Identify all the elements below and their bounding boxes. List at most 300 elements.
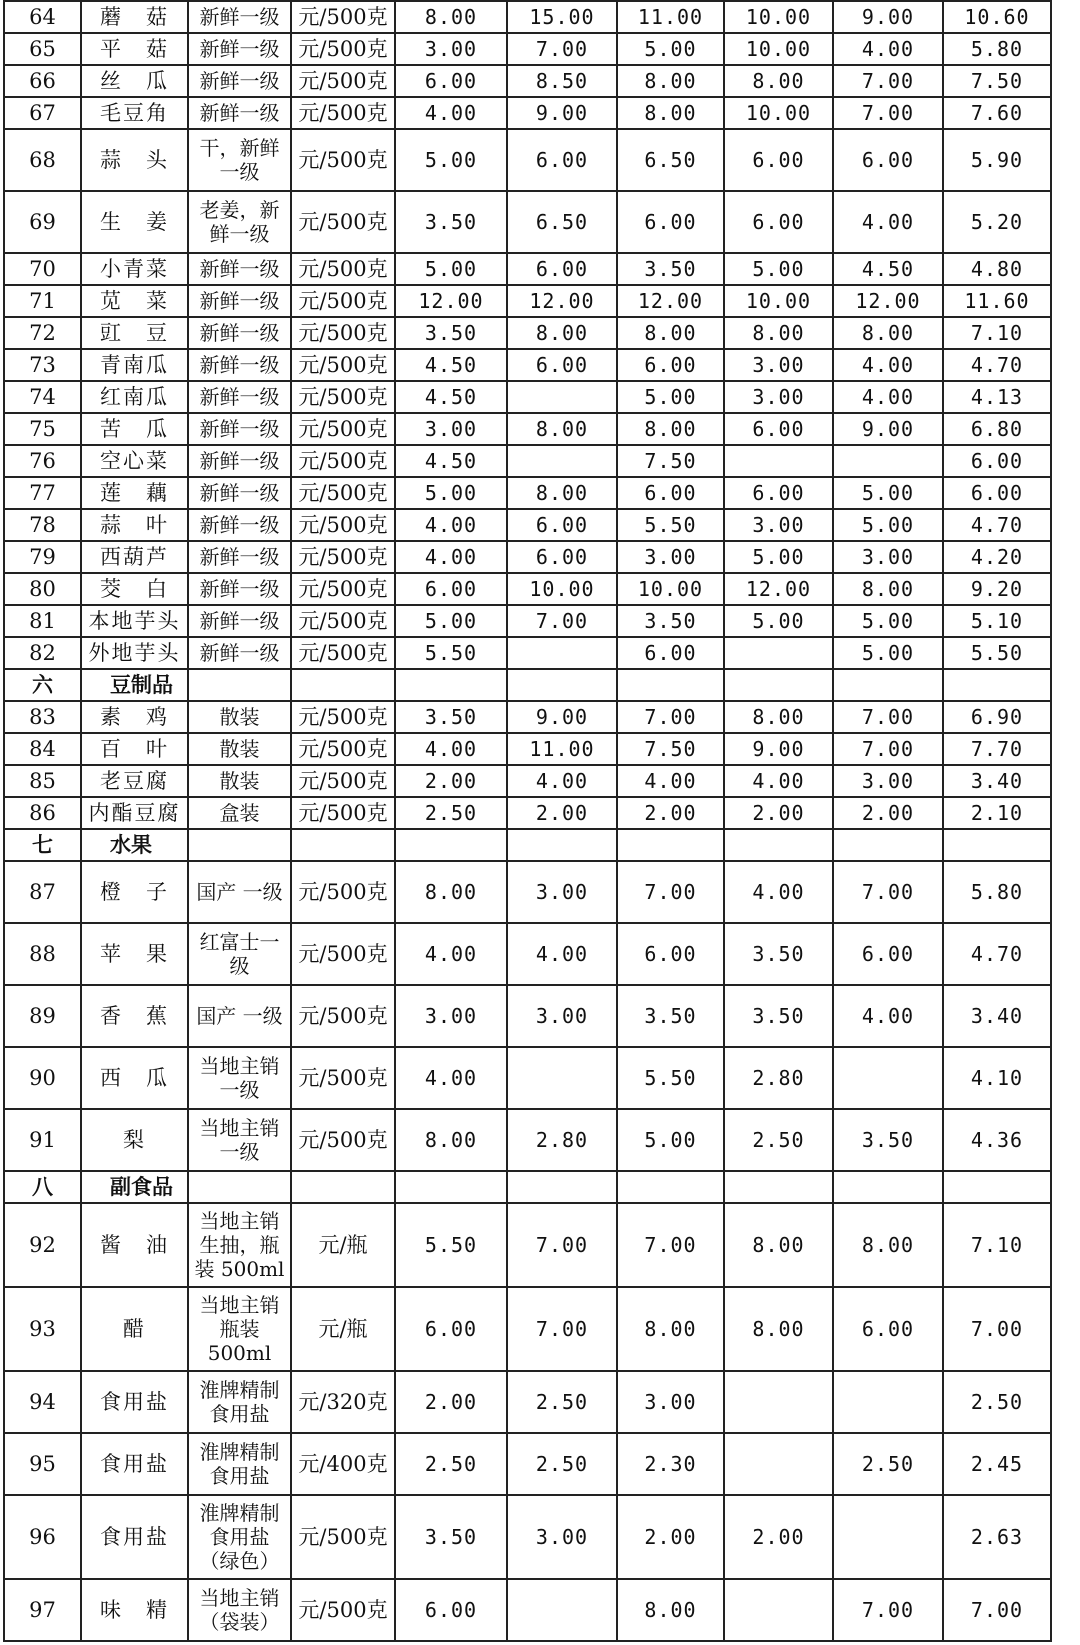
- price-2-cell: 11.00: [507, 733, 617, 765]
- unit-cell: 元/500克: [291, 317, 395, 349]
- item-number-cell: 90: [4, 1047, 81, 1109]
- price-4-cell: 8.00: [724, 317, 833, 349]
- price-4-cell: 10.00: [724, 285, 833, 317]
- price-5-cell: 3.00: [833, 541, 943, 573]
- price-4-cell: 6.00: [724, 191, 833, 253]
- price-4-cell: 2.00: [724, 797, 833, 829]
- price-5-cell: 5.00: [833, 637, 943, 669]
- price-2-cell: [507, 1047, 617, 1109]
- price-3-cell: 6.00: [617, 477, 724, 509]
- price-2-cell: 7.00: [507, 1287, 617, 1371]
- item-number-cell: 72: [4, 317, 81, 349]
- price-5-cell: 6.00: [833, 923, 943, 985]
- empty-cell: [617, 829, 724, 861]
- price-3-cell: 10.00: [617, 573, 724, 605]
- price-4-cell: 8.00: [724, 1203, 833, 1287]
- unit-cell: 元/500克: [291, 1047, 395, 1109]
- spec-cell: 新鲜一级: [188, 253, 291, 285]
- average-price-cell: 4.70: [943, 509, 1051, 541]
- price-1-cell: 5.50: [395, 1203, 507, 1287]
- item-number-cell: 80: [4, 573, 81, 605]
- unit-cell: 元/500克: [291, 349, 395, 381]
- empty-cell: [291, 829, 395, 861]
- table-row: [4, 1203, 1051, 1287]
- spec-cell: 老姜，新鲜一级: [188, 191, 291, 253]
- price-1-cell: 2.00: [395, 1371, 507, 1433]
- unit-cell: 元/500克: [291, 445, 395, 477]
- item-name-cell: 青南瓜: [81, 349, 188, 381]
- unit-cell: 元/500克: [291, 129, 395, 191]
- empty-cell: [833, 669, 943, 701]
- price-5-cell: 6.00: [833, 1287, 943, 1371]
- price-2-cell: [507, 637, 617, 669]
- item-name-cell: 红南瓜: [81, 381, 188, 413]
- price-4-cell: 12.00: [724, 573, 833, 605]
- price-4-cell: 4.00: [724, 765, 833, 797]
- price-5-cell: 4.00: [833, 985, 943, 1047]
- price-1-cell: 4.00: [395, 97, 507, 129]
- table-row: [4, 97, 1051, 129]
- price-2-cell: 15.00: [507, 1, 617, 33]
- item-number-cell: 77: [4, 477, 81, 509]
- item-number-cell: 84: [4, 733, 81, 765]
- item-name-cell: 老豆腐: [81, 765, 188, 797]
- item-number-cell: 71: [4, 285, 81, 317]
- price-3-cell: 2.30: [617, 1433, 724, 1495]
- empty-cell: [507, 1171, 617, 1203]
- price-2-cell: 12.00: [507, 285, 617, 317]
- price-5-cell: [833, 1047, 943, 1109]
- price-4-cell: [724, 1371, 833, 1433]
- unit-cell: 元/500克: [291, 285, 395, 317]
- price-1-cell: 4.50: [395, 349, 507, 381]
- table-row: [4, 413, 1051, 445]
- price-4-cell: 10.00: [724, 97, 833, 129]
- price-4-cell: 3.50: [724, 923, 833, 985]
- price-5-cell: 4.00: [833, 33, 943, 65]
- price-3-cell: 2.00: [617, 1495, 724, 1579]
- price-5-cell: 7.00: [833, 861, 943, 923]
- price-1-cell: 4.00: [395, 733, 507, 765]
- average-price-cell: 7.50: [943, 65, 1051, 97]
- average-price-cell: 7.70: [943, 733, 1051, 765]
- price-1-cell: 3.00: [395, 413, 507, 445]
- empty-cell: [507, 829, 617, 861]
- price-2-cell: [507, 381, 617, 413]
- item-name-cell: 橙 子: [81, 861, 188, 923]
- unit-cell: 元/500克: [291, 861, 395, 923]
- empty-cell: [617, 1171, 724, 1203]
- unit-cell: 元/瓶: [291, 1203, 395, 1287]
- empty-cell: [724, 1171, 833, 1203]
- table-row: [4, 65, 1051, 97]
- price-5-cell: [833, 1495, 943, 1579]
- price-1-cell: 5.50: [395, 637, 507, 669]
- average-price-cell: 2.10: [943, 797, 1051, 829]
- price-5-cell: 8.00: [833, 573, 943, 605]
- table-row: [4, 349, 1051, 381]
- table-row: [4, 637, 1051, 669]
- price-1-cell: 2.00: [395, 765, 507, 797]
- table-row: [4, 1579, 1051, 1641]
- price-1-cell: 2.50: [395, 1433, 507, 1495]
- price-1-cell: 5.00: [395, 605, 507, 637]
- price-3-cell: 8.00: [617, 97, 724, 129]
- price-1-cell: 5.00: [395, 129, 507, 191]
- price-3-cell: 3.50: [617, 253, 724, 285]
- empty-cell: [395, 1171, 507, 1203]
- spec-cell: 淮牌精制食用盐: [188, 1433, 291, 1495]
- price-5-cell: 8.00: [833, 1203, 943, 1287]
- spec-cell: 新鲜一级: [188, 33, 291, 65]
- item-name-cell: 生 姜: [81, 191, 188, 253]
- item-number-cell: 81: [4, 605, 81, 637]
- average-price-cell: 7.00: [943, 1579, 1051, 1641]
- table-row: [4, 985, 1051, 1047]
- average-price-cell: 5.20: [943, 191, 1051, 253]
- unit-cell: 元/500克: [291, 541, 395, 573]
- price-4-cell: 8.00: [724, 701, 833, 733]
- price-4-cell: 6.00: [724, 413, 833, 445]
- average-price-cell: 7.60: [943, 97, 1051, 129]
- average-price-cell: 4.10: [943, 1047, 1051, 1109]
- price-1-cell: 6.00: [395, 65, 507, 97]
- empty-cell: [291, 669, 395, 701]
- price-5-cell: 7.00: [833, 97, 943, 129]
- item-name-cell: 苦 瓜: [81, 413, 188, 445]
- price-5-cell: 4.00: [833, 191, 943, 253]
- average-price-cell: 5.50: [943, 637, 1051, 669]
- unit-cell: 元/500克: [291, 1, 395, 33]
- price-2-cell: 4.00: [507, 923, 617, 985]
- price-5-cell: 5.00: [833, 509, 943, 541]
- item-number-cell: 97: [4, 1579, 81, 1641]
- average-price-cell: 3.40: [943, 765, 1051, 797]
- price-4-cell: 10.00: [724, 33, 833, 65]
- item-number-cell: 64: [4, 1, 81, 33]
- spec-cell: 新鲜一级: [188, 477, 291, 509]
- table-row: [4, 1433, 1051, 1495]
- category-number: 七: [4, 829, 81, 861]
- item-number-cell: 74: [4, 381, 81, 413]
- price-4-cell: 5.00: [724, 605, 833, 637]
- price-4-cell: 5.00: [724, 541, 833, 573]
- spec-cell: 当地主销一级: [188, 1047, 291, 1109]
- item-name-cell: 蒜 叶: [81, 509, 188, 541]
- price-2-cell: 2.50: [507, 1433, 617, 1495]
- category-number: 八: [4, 1171, 81, 1203]
- spec-cell: 新鲜一级: [188, 637, 291, 669]
- table-row: [4, 285, 1051, 317]
- empty-cell: [943, 669, 1051, 701]
- spec-cell: 新鲜一级: [188, 573, 291, 605]
- price-3-cell: 2.00: [617, 797, 724, 829]
- item-number-cell: 78: [4, 509, 81, 541]
- item-number-cell: 68: [4, 129, 81, 191]
- average-price-cell: 11.60: [943, 285, 1051, 317]
- price-1-cell: 6.00: [395, 1287, 507, 1371]
- price-4-cell: 3.00: [724, 509, 833, 541]
- table-row: [4, 129, 1051, 191]
- price-3-cell: 6.00: [617, 191, 724, 253]
- table-row: [4, 541, 1051, 573]
- price-4-cell: 3.00: [724, 349, 833, 381]
- average-price-cell: 5.80: [943, 33, 1051, 65]
- table-row: [4, 317, 1051, 349]
- price-2-cell: 6.00: [507, 541, 617, 573]
- price-3-cell: 5.50: [617, 1047, 724, 1109]
- spec-cell: 当地主销（袋装）: [188, 1579, 291, 1641]
- price-3-cell: 3.00: [617, 1371, 724, 1433]
- item-number-cell: 88: [4, 923, 81, 985]
- spec-cell: 散装: [188, 701, 291, 733]
- table-body: [4, 1, 1051, 1641]
- price-1-cell: 3.50: [395, 1495, 507, 1579]
- table-row: [4, 477, 1051, 509]
- average-price-cell: 4.13: [943, 381, 1051, 413]
- price-3-cell: 7.00: [617, 1203, 724, 1287]
- price-4-cell: 2.80: [724, 1047, 833, 1109]
- price-2-cell: [507, 1579, 617, 1641]
- unit-cell: 元/400克: [291, 1433, 395, 1495]
- price-2-cell: 6.00: [507, 509, 617, 541]
- price-4-cell: 4.00: [724, 861, 833, 923]
- price-5-cell: 6.00: [833, 129, 943, 191]
- table-row: [4, 1287, 1051, 1371]
- unit-cell: 元/500克: [291, 191, 395, 253]
- average-price-cell: 2.63: [943, 1495, 1051, 1579]
- price-3-cell: 6.50: [617, 129, 724, 191]
- price-2-cell: 3.00: [507, 985, 617, 1047]
- table-row: [4, 861, 1051, 923]
- average-price-cell: 4.70: [943, 923, 1051, 985]
- spec-cell: 新鲜一级: [188, 97, 291, 129]
- item-number-cell: 76: [4, 445, 81, 477]
- category-name: 副食品: [81, 1171, 188, 1203]
- price-3-cell: 6.00: [617, 637, 724, 669]
- price-1-cell: 4.00: [395, 509, 507, 541]
- empty-cell: [943, 1171, 1051, 1203]
- item-name-cell: 酱 油: [81, 1203, 188, 1287]
- unit-cell: 元/500克: [291, 253, 395, 285]
- spec-cell: 新鲜一级: [188, 605, 291, 637]
- price-5-cell: 4.00: [833, 381, 943, 413]
- item-number-cell: 73: [4, 349, 81, 381]
- price-3-cell: 5.00: [617, 33, 724, 65]
- item-name-cell: 苹 果: [81, 923, 188, 985]
- price-4-cell: [724, 637, 833, 669]
- table-row: [4, 253, 1051, 285]
- price-3-cell: 3.00: [617, 541, 724, 573]
- table-row: [4, 733, 1051, 765]
- price-1-cell: 8.00: [395, 1109, 507, 1171]
- category-number: 六: [4, 669, 81, 701]
- item-name-cell: 豇 豆: [81, 317, 188, 349]
- category-name: 水果: [81, 829, 188, 861]
- unit-cell: 元/500克: [291, 637, 395, 669]
- item-name-cell: 食用盐: [81, 1433, 188, 1495]
- price-3-cell: 8.00: [617, 413, 724, 445]
- spec-cell: 淮牌精制食用盐（绿色）: [188, 1495, 291, 1579]
- price-2-cell: 8.00: [507, 317, 617, 349]
- price-table: [3, 0, 1052, 1642]
- price-4-cell: 8.00: [724, 1287, 833, 1371]
- price-4-cell: 5.00: [724, 253, 833, 285]
- price-3-cell: 6.00: [617, 349, 724, 381]
- item-name-cell: 蒜 头: [81, 129, 188, 191]
- price-1-cell: 8.00: [395, 861, 507, 923]
- empty-cell: [724, 829, 833, 861]
- item-number-cell: 67: [4, 97, 81, 129]
- unit-cell: 元/500克: [291, 765, 395, 797]
- item-name-cell: 素 鸡: [81, 701, 188, 733]
- unit-cell: 元/500克: [291, 1495, 395, 1579]
- average-price-cell: 10.60: [943, 1, 1051, 33]
- category-row: [4, 1171, 1051, 1203]
- spec-cell: 散装: [188, 733, 291, 765]
- empty-cell: [395, 829, 507, 861]
- average-price-cell: 6.80: [943, 413, 1051, 445]
- price-2-cell: 4.00: [507, 765, 617, 797]
- price-2-cell: [507, 445, 617, 477]
- table-row: [4, 33, 1051, 65]
- price-1-cell: 5.00: [395, 477, 507, 509]
- price-4-cell: 2.00: [724, 1495, 833, 1579]
- table-row: [4, 797, 1051, 829]
- item-name-cell: 食用盐: [81, 1371, 188, 1433]
- price-1-cell: 12.00: [395, 285, 507, 317]
- average-price-cell: 5.80: [943, 861, 1051, 923]
- spec-cell: 新鲜一级: [188, 349, 291, 381]
- empty-cell: [833, 829, 943, 861]
- price-3-cell: 11.00: [617, 1, 724, 33]
- empty-cell: [724, 669, 833, 701]
- item-number-cell: 75: [4, 413, 81, 445]
- spec-cell: 红富士一级: [188, 923, 291, 985]
- price-1-cell: 5.00: [395, 253, 507, 285]
- item-number-cell: 94: [4, 1371, 81, 1433]
- unit-cell: 元/500克: [291, 477, 395, 509]
- spec-cell: 淮牌精制食用盐: [188, 1371, 291, 1433]
- item-name-cell: 西葫芦: [81, 541, 188, 573]
- price-5-cell: 4.00: [833, 349, 943, 381]
- spec-cell: 新鲜一级: [188, 509, 291, 541]
- price-4-cell: 8.00: [724, 65, 833, 97]
- item-name-cell: 食用盐: [81, 1495, 188, 1579]
- unit-cell: 元/瓶: [291, 1287, 395, 1371]
- item-number-cell: 66: [4, 65, 81, 97]
- item-name-cell: 茭 白: [81, 573, 188, 605]
- empty-cell: [188, 1171, 291, 1203]
- spec-cell: 新鲜一级: [188, 381, 291, 413]
- spec-cell: 国产 一级: [188, 985, 291, 1047]
- price-2-cell: 2.00: [507, 797, 617, 829]
- price-2-cell: 3.00: [507, 861, 617, 923]
- unit-cell: 元/500克: [291, 33, 395, 65]
- price-5-cell: 8.00: [833, 317, 943, 349]
- table-row: [4, 923, 1051, 985]
- price-4-cell: [724, 1433, 833, 1495]
- spec-cell: 新鲜一级: [188, 317, 291, 349]
- table-row: [4, 509, 1051, 541]
- price-3-cell: 4.00: [617, 765, 724, 797]
- price-1-cell: 2.50: [395, 797, 507, 829]
- price-5-cell: 2.00: [833, 797, 943, 829]
- price-2-cell: 8.00: [507, 413, 617, 445]
- item-name-cell: 本地芋头: [81, 605, 188, 637]
- empty-cell: [395, 669, 507, 701]
- item-number-cell: 96: [4, 1495, 81, 1579]
- price-3-cell: 5.50: [617, 509, 724, 541]
- price-5-cell: 5.00: [833, 605, 943, 637]
- price-3-cell: 8.00: [617, 65, 724, 97]
- price-2-cell: 9.00: [507, 701, 617, 733]
- price-5-cell: 7.00: [833, 701, 943, 733]
- item-name-cell: 苋 菜: [81, 285, 188, 317]
- table-row: [4, 381, 1051, 413]
- spec-cell: 盒装: [188, 797, 291, 829]
- spec-cell: 新鲜一级: [188, 1, 291, 33]
- empty-cell: [188, 669, 291, 701]
- price-5-cell: 3.50: [833, 1109, 943, 1171]
- price-4-cell: [724, 1579, 833, 1641]
- price-3-cell: 3.50: [617, 605, 724, 637]
- average-price-cell: 6.90: [943, 701, 1051, 733]
- price-2-cell: 6.00: [507, 129, 617, 191]
- spec-cell: 新鲜一级: [188, 445, 291, 477]
- table-row: [4, 765, 1051, 797]
- price-3-cell: 5.00: [617, 381, 724, 413]
- price-3-cell: 7.00: [617, 701, 724, 733]
- table-row: [4, 445, 1051, 477]
- unit-cell: 元/500克: [291, 573, 395, 605]
- price-5-cell: 2.50: [833, 1433, 943, 1495]
- average-price-cell: 5.10: [943, 605, 1051, 637]
- price-5-cell: 3.00: [833, 765, 943, 797]
- average-price-cell: 4.36: [943, 1109, 1051, 1171]
- price-4-cell: 6.00: [724, 129, 833, 191]
- empty-cell: [833, 1171, 943, 1203]
- item-number-cell: 69: [4, 191, 81, 253]
- spec-cell: 当地主销生抽，瓶装 500ml: [188, 1203, 291, 1287]
- price-2-cell: 3.00: [507, 1495, 617, 1579]
- average-price-cell: 6.00: [943, 477, 1051, 509]
- unit-cell: 元/500克: [291, 97, 395, 129]
- price-2-cell: 6.00: [507, 349, 617, 381]
- price-2-cell: 7.00: [507, 33, 617, 65]
- average-price-cell: 2.45: [943, 1433, 1051, 1495]
- price-5-cell: 5.00: [833, 477, 943, 509]
- item-name-cell: 梨: [81, 1109, 188, 1171]
- price-5-cell: [833, 1371, 943, 1433]
- price-3-cell: 7.50: [617, 445, 724, 477]
- unit-cell: 元/500克: [291, 413, 395, 445]
- price-1-cell: 3.50: [395, 701, 507, 733]
- average-price-cell: 3.40: [943, 985, 1051, 1047]
- item-name-cell: 小青菜: [81, 253, 188, 285]
- average-price-cell: 4.70: [943, 349, 1051, 381]
- unit-cell: 元/320克: [291, 1371, 395, 1433]
- empty-cell: [617, 669, 724, 701]
- spec-cell: 散装: [188, 765, 291, 797]
- unit-cell: 元/500克: [291, 733, 395, 765]
- price-1-cell: 4.00: [395, 923, 507, 985]
- price-4-cell: 10.00: [724, 1, 833, 33]
- unit-cell: 元/500克: [291, 923, 395, 985]
- empty-cell: [507, 669, 617, 701]
- item-name-cell: 香 蕉: [81, 985, 188, 1047]
- price-1-cell: 3.00: [395, 985, 507, 1047]
